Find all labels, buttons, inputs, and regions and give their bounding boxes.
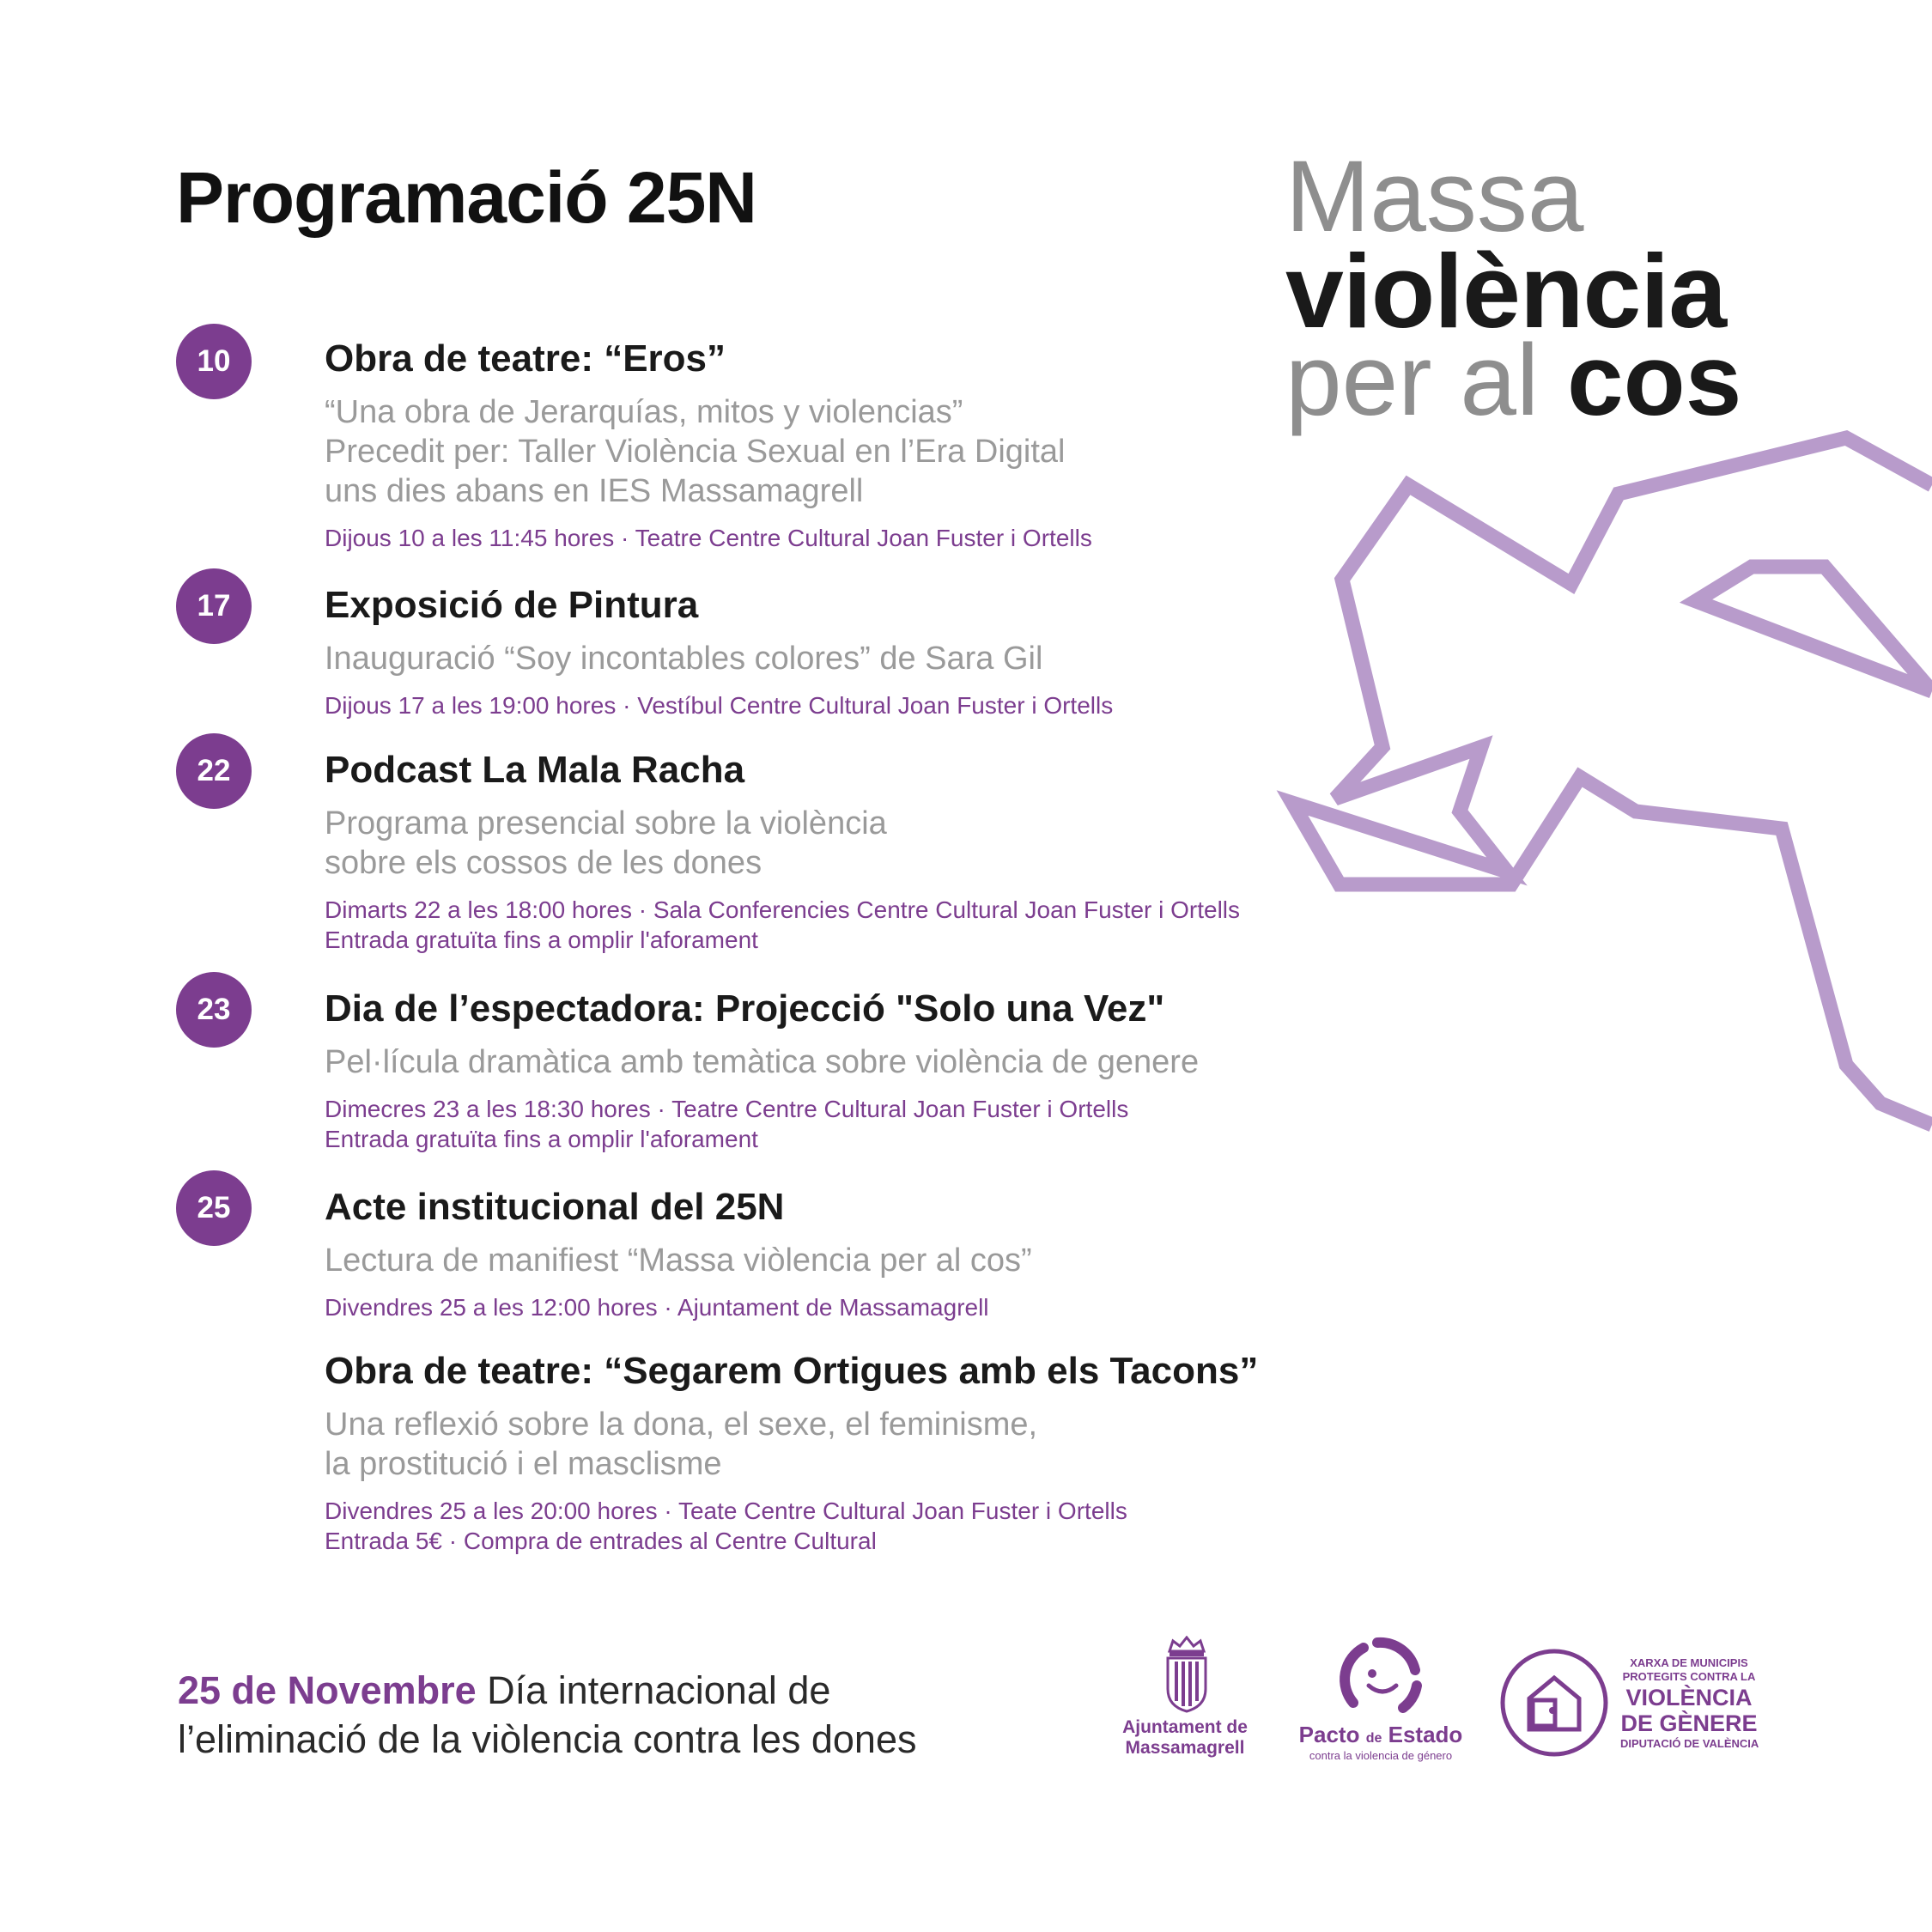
page-title: Programació 25N [176, 157, 756, 238]
event-body [325, 336, 1527, 553]
footer-dedication [178, 1666, 916, 1764]
day-badge: 22 [176, 733, 252, 809]
footer-line-2: l’eliminació de la viòlencia contra les dones [178, 1717, 917, 1761]
event-description-line: Pel·lícula dramàtica amb temàtica sobre violència de genere [325, 1044, 1200, 1080]
smile-circle-icon [1329, 1636, 1432, 1722]
event-description-line: Inauguració “Soy incontables colores” de Sara Gil [325, 641, 1043, 677]
event-body [325, 747, 1527, 955]
xarxa-municipis-logo [1498, 1647, 1760, 1759]
event-info-line: Divendres 25 a les 20:00 hores · Teate Centre Cultural Joan Fuster i Ortells [325, 1498, 1127, 1524]
event-info [325, 1496, 1527, 1556]
day-badge: 23 [176, 972, 252, 1048]
ajuntament-logo [1108, 1636, 1262, 1765]
footer-line-1: Día internacional de [476, 1668, 831, 1712]
event-description-line: “Una obra de Jerarquías, mitos y violencias” [325, 394, 963, 430]
xarxa-line-5: DIPUTACIÓ DE VALÈNCIA [1620, 1737, 1759, 1750]
event-description-line: sobre els cossos de les dones [325, 845, 762, 881]
campaign-line-3-bold: cos [1566, 324, 1742, 437]
event-body [325, 1184, 1527, 1322]
event-info-line: Divendres 25 a les 12:00 hores · Ajuntament de Massamagrell [325, 1294, 989, 1321]
event-description-line: Precedit per: Taller Violència Sexual en l’Era Digital [325, 434, 1066, 470]
event-title: Podcast La Mala Racha [325, 749, 745, 791]
event-info [325, 1094, 1527, 1154]
event-info [325, 690, 1527, 720]
ajuntament-line-2: Massamagrell [1125, 1738, 1245, 1758]
event-description [325, 392, 1527, 511]
event-info-line: Entrada 5€ · Compra de entrades al Centre Cultural [325, 1528, 877, 1554]
event-body [325, 986, 1527, 1154]
xarxa-line-4: DE GÈNERE [1620, 1710, 1758, 1736]
campaign-line-1: Massa [1285, 140, 1584, 253]
event-info [325, 523, 1527, 553]
event-description-line: Lectura de manifiest “Massa viòlencia per al cos” [325, 1242, 1032, 1279]
event-description-line: Una reflexió sobre la dona, el sexe, el feminisme, [325, 1406, 1038, 1443]
xarxa-line-3: VIOLÈNCIA [1625, 1685, 1753, 1710]
event-description [325, 1405, 1527, 1484]
xarxa-logo-text [1620, 1657, 1758, 1749]
event-info-line: Entrada gratuïta fins a omplir l'aforament [325, 1126, 758, 1152]
day-badge: 10 [176, 324, 252, 399]
campaign-line-2: violència [1285, 233, 1727, 349]
event-title: Acte institucional del 25N [325, 1186, 785, 1228]
event-title: Obra de teatre: “Segarem Ortigues amb els Tacons” [325, 1350, 1259, 1392]
event-title: Exposició de Pintura [325, 584, 699, 626]
event-body [325, 582, 1527, 720]
event-info-line: Dijous 17 a les 19:00 hores · Vestíbul Centre Cultural Joan Fuster i Ortells [325, 692, 1114, 719]
event-info [325, 895, 1527, 955]
event-description-line: uns dies abans en IES Massamagrell [325, 473, 864, 509]
event-info-line: Entrada gratuïta fins a omplir l'aforament [325, 927, 758, 953]
event-description-line: la prostitució i el masclisme [325, 1446, 722, 1482]
event-title: Dia de l’espectadora: Projecció "Solo una Vez" [325, 987, 1165, 1030]
day-badge: 17 [176, 568, 252, 644]
event-description [325, 1042, 1527, 1082]
campaign-line-3-light: per al [1285, 324, 1540, 437]
event-title: Obra de teatre: “Eros” [325, 337, 726, 380]
pacto-word: Pacto [1298, 1722, 1360, 1747]
ajuntament-line-1: Ajuntament de [1122, 1717, 1248, 1737]
coat-of-arms-icon [1161, 1636, 1212, 1713]
ajuntament-logo-text [1116, 1717, 1254, 1759]
pacto-estado-word: Estado [1388, 1722, 1463, 1747]
pacto-estado-logo [1295, 1636, 1467, 1765]
event-description [325, 639, 1527, 678]
pacto-estado-text [1298, 1722, 1463, 1752]
event-description [325, 1241, 1527, 1280]
event-info-line: Dimecres 23 a les 18:30 hores · Teatre Centre Cultural Joan Fuster i Ortells [325, 1096, 1129, 1122]
pacto-de-word: de [1365, 1731, 1382, 1746]
pacto-estado-subtitle: contra la violencia de género [1309, 1749, 1453, 1762]
event-description-line: Programa presencial sobre la violència [325, 805, 887, 841]
xarxa-line-2: PROTEGITS CONTRA LA [1622, 1670, 1756, 1683]
footer-date: 25 de Novembre [178, 1668, 477, 1712]
house-circle-icon [1498, 1647, 1610, 1759]
event-info-line: Dijous 10 a les 11:45 hores · Teatre Centre Cultural Joan Fuster i Ortells [325, 525, 1092, 551]
event-info [325, 1292, 1527, 1322]
event-info-line: Dimarts 22 a les 18:00 hores · Sala Conferencies Centre Cultural Joan Fuster i Ortells [325, 896, 1241, 923]
event-body [325, 1348, 1527, 1556]
day-badge: 25 [176, 1170, 252, 1246]
event-description [325, 804, 1527, 883]
xarxa-line-1: XARXA DE MUNICIPIS [1630, 1656, 1748, 1669]
